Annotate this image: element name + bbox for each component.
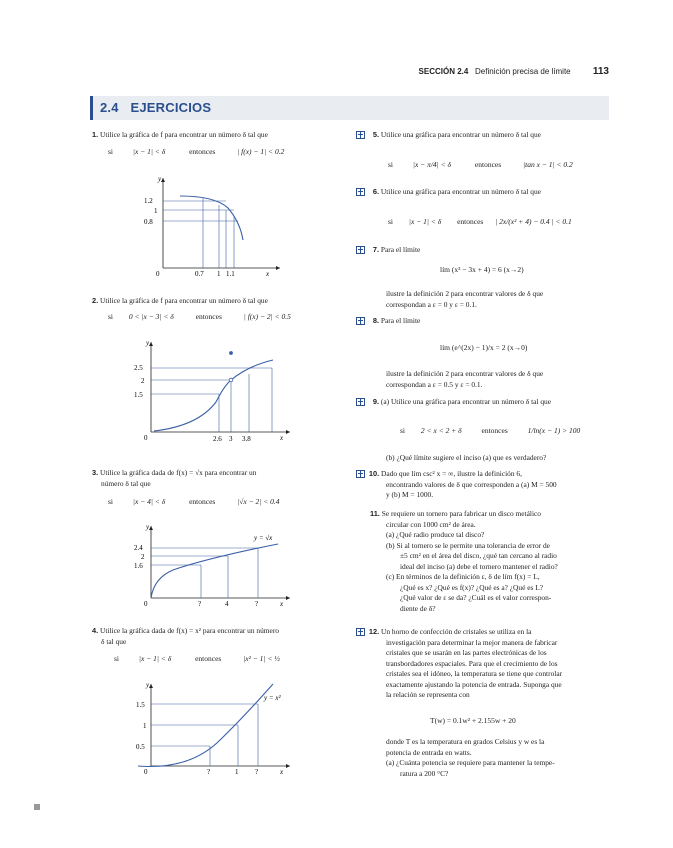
section-title: Definición precisa de límite <box>475 67 571 76</box>
exercise-text: Para el límite <box>380 245 421 254</box>
curve-label: y = √x <box>254 534 273 542</box>
origin-label: 0 <box>144 600 148 608</box>
page-number: 113 <box>592 66 609 77</box>
exercise-text: Utilice la gráfica dada de f(x) = x² para encontrar un número <box>100 626 279 635</box>
exercise-4-condition <box>114 654 280 663</box>
exercise-text: Para el límite <box>380 316 421 325</box>
calculator-icon <box>356 398 365 406</box>
desc-line: ilustre la definición 2 para encontrar valores de δ que <box>386 369 544 378</box>
y-label: y <box>146 681 150 689</box>
exercise-10 <box>356 469 618 501</box>
exercise-text: cristales sea el idóneo, la temperatura se tiene que controlar <box>386 669 563 678</box>
x-tick: 4 <box>225 600 229 608</box>
exercise-text: número δ tal que <box>101 478 151 488</box>
x-tick: 1.1 <box>226 270 235 278</box>
exercise-number: 8. <box>372 316 380 325</box>
y-tick: 2.5 <box>134 364 143 372</box>
exercise-9-b: (b) ¿Qué límite sugiere el inciso (a) que es verdadero? <box>386 453 547 462</box>
exercise-part: ratura a 200 °C? <box>400 768 449 778</box>
exercise-11 <box>370 509 620 614</box>
desc-line: ilustre la definición 2 para encontrar valores de δ que <box>386 289 544 298</box>
exercise-text: Utilice una gráfica para encontrar un número δ tal que <box>380 130 541 139</box>
desc-line: donde T es la temperatura en grados Celsius y w es la <box>386 737 545 746</box>
footer-marker <box>34 804 40 810</box>
exercise-text: Utilice la gráfica dada de f(x) = √x para encontrar un <box>100 468 257 477</box>
curve <box>180 196 243 240</box>
exercise-part: (b) Si al tornero se le permite una tolerancia de error de <box>386 540 550 550</box>
y-tick: 2 <box>141 377 145 385</box>
exercise-9 <box>356 397 618 408</box>
cond-delta: |x − 1| < δ <box>138 654 172 663</box>
y-tick: 2 <box>141 553 145 561</box>
exercise-part: ¿Qué es x? ¿Qué es f(x)? ¿Qué es a? ¿Qué es L? <box>400 582 544 592</box>
exercise-number: 2. <box>92 296 99 305</box>
exercise-number: 7. <box>372 245 380 254</box>
y-tick: 1.6 <box>134 562 143 570</box>
exercise-part: (a) ¿Qué radio produce tal disco? <box>386 530 485 539</box>
cond-entonces: entonces <box>474 160 502 169</box>
x-tick: ? <box>207 768 211 776</box>
title-text: EJERCICIOS <box>130 100 212 115</box>
exercise-3 <box>92 468 332 489</box>
exercise-part: ±5 cm² en el área del disco, ¿qué tan cercano al radio <box>400 551 557 560</box>
exercise-number: 5. <box>372 130 380 139</box>
y-label: y <box>146 523 150 531</box>
exercise-text: Un horno de confección de cristales se utiliza en la <box>381 627 532 636</box>
y-label: y <box>146 339 150 347</box>
desc-line: correspondan a ε = 0.5 y ε = 0.1. <box>386 379 483 389</box>
cond-epsilon: | 2x/(x² + 4) − 0.4 | < 0.1 <box>495 217 572 226</box>
cond-epsilon: | f(x) − 2| < 0.5 <box>243 312 291 321</box>
exercise-8-formula: lím (e^(2x) − 1)/x = 2 (x→0) <box>440 343 528 352</box>
exercise-3-condition <box>108 497 280 506</box>
exercise-12 <box>356 627 618 701</box>
y-tick: 1 <box>154 207 158 215</box>
exercise-text: la relación se representa con <box>386 690 470 699</box>
exercise-text: y (b) M = 1000. <box>386 490 434 499</box>
exercise-4-graph <box>118 678 298 778</box>
cond-epsilon: |tan x − 1| < 0.2 <box>523 160 573 169</box>
exercise-1-graph <box>130 172 290 280</box>
exercise-text: Utilice una gráfica para encontrar un número δ tal que <box>380 187 541 196</box>
x-tick: 0.7 <box>195 270 204 278</box>
cond-entonces: entonces <box>189 147 216 156</box>
exercise-2-graph <box>118 336 298 448</box>
x-tick: ? <box>198 600 202 608</box>
origin-label: 0 <box>144 768 148 776</box>
cond-delta: |x − π/4| < δ <box>412 160 452 169</box>
calculator-icon <box>356 317 365 325</box>
desc-line: potencia de entrada en watts. <box>386 747 472 757</box>
x-label: x <box>280 768 284 776</box>
cond-delta: 2 < x < 2 + δ <box>420 426 462 435</box>
cond-entonces: entonces <box>195 312 222 321</box>
exercise-number: 4. <box>92 626 99 635</box>
y-label: y <box>158 175 162 183</box>
cond-entonces: entonces <box>457 217 484 226</box>
exercise-7-formula: lím (x³ − 3x + 4) = 6 (x→2) <box>440 265 524 274</box>
exercise-5-condition <box>388 160 573 169</box>
y-tick: 0.8 <box>144 218 153 226</box>
exercise-1-condition <box>108 147 284 156</box>
x-label: x <box>280 434 284 442</box>
y-tick: 1 <box>143 722 147 730</box>
cond-epsilon: 1/ln(x − 1) > 100 <box>527 426 581 435</box>
running-header <box>419 66 609 77</box>
curve-label: y = x² <box>264 694 281 702</box>
exercise-6-condition <box>388 217 572 226</box>
x-tick: 1 <box>235 768 239 776</box>
cond-delta: |x − 1| < δ <box>132 147 166 156</box>
exercises-title <box>100 100 211 115</box>
exercise-12-formula: T(w) = 0.1w² + 2.155w + 20 <box>430 716 516 725</box>
calculator-icon <box>356 188 365 196</box>
exercise-6 <box>356 187 616 198</box>
exercise-8-desc <box>386 369 618 390</box>
exercise-number: 9. <box>372 397 380 406</box>
cond-epsilon: |√x − 2| < 0.4 <box>237 497 280 506</box>
cond-si: si <box>108 147 114 156</box>
exercise-number: 10. <box>368 469 380 478</box>
cond-delta: 0 < |x − 3| < δ <box>128 312 174 321</box>
exercise-part: ideal del inciso (a) debe el tornero mantener el radio? <box>400 561 558 571</box>
cond-si: si <box>388 160 394 169</box>
x-tick: 3 <box>229 435 233 443</box>
exercise-text: Utilice la gráfica de f para encontrar un número δ tal que <box>100 130 268 139</box>
calculator-icon <box>356 628 365 636</box>
x-tick: 3.8 <box>242 435 251 443</box>
x-label: x <box>266 270 270 278</box>
cond-si: si <box>114 654 120 663</box>
section-label: SECCIÓN 2.4 <box>418 67 469 76</box>
exercise-text: Utilice la gráfica de f para encontrar un número δ tal que <box>100 296 268 305</box>
y-tick: 1.2 <box>144 197 153 205</box>
exercise-text: cristales que se usarán en las partes electrónicas de los <box>386 648 547 657</box>
calculator-icon <box>356 131 365 139</box>
exercise-number: 6. <box>372 187 380 196</box>
exercise-12-desc <box>386 737 618 779</box>
cond-si: si <box>108 312 114 321</box>
origin-label: 0 <box>144 434 148 442</box>
y-tick: 2.4 <box>134 544 143 552</box>
exercise-text: investigación para determinar la mejor manera de fabricar <box>386 637 558 647</box>
exercise-text: encontrando valores de δ que corresponden a (a) M = 500 <box>386 479 557 489</box>
x-tick: ? <box>255 768 259 776</box>
exercise-text: Se requiere un tornero para fabricar un disco metálico <box>381 509 541 518</box>
exercise-5 <box>356 130 616 141</box>
y-tick: 0.5 <box>136 743 145 751</box>
exercise-text: δ tal que <box>101 636 127 646</box>
cond-si: si <box>388 217 394 226</box>
x-tick: 1 <box>217 270 221 278</box>
exercise-number: 3. <box>92 468 99 477</box>
exercise-8 <box>356 316 616 327</box>
exercise-7 <box>356 245 616 256</box>
exercise-part: diente de δ? <box>400 603 436 613</box>
exercise-2-condition <box>108 312 291 321</box>
exercise-text: (a) Utilice una gráfica para encontrar un número δ tal que <box>380 397 551 406</box>
exercise-1 <box>92 130 332 141</box>
y-tick: 1.5 <box>134 391 143 399</box>
cond-entonces: entonces <box>189 497 216 506</box>
exercise-9-condition <box>400 426 580 435</box>
exercise-3-graph <box>118 520 298 610</box>
cond-entonces: entonces <box>481 426 508 435</box>
exercise-text: exactamente ajustando la potencia de entrada. Suponga que <box>386 679 562 689</box>
y-tick: 1.5 <box>136 701 145 709</box>
cond-delta: |x − 4| < δ <box>132 497 166 506</box>
x-tick: 2.6 <box>213 435 222 443</box>
exercise-text: Dado que lím csc² x = ∞, ilustre la definición 6, <box>381 469 522 478</box>
cond-delta: |x − 1| < δ <box>408 217 442 226</box>
exercise-number: 12. <box>368 627 380 636</box>
origin-label: 0 <box>156 270 160 278</box>
cond-si: si <box>400 426 406 435</box>
title-number: 2.4 <box>100 100 119 115</box>
exercise-7-desc <box>386 289 618 310</box>
desc-line: correspondan a ε = 0 y ε = 0.1. <box>386 299 477 309</box>
exercise-text: circular con 1000 cm² de área. <box>386 519 476 529</box>
x-tick: ? <box>255 600 259 608</box>
exercise-text: transbordadores espaciales. Para que el crecimiento de los <box>386 658 558 668</box>
calculator-icon <box>356 470 365 478</box>
cond-si: si <box>108 497 114 506</box>
x-label: x <box>280 600 284 608</box>
cond-epsilon: | f(x) − 1| < 0.2 <box>237 147 285 156</box>
cond-entonces: entonces <box>195 654 222 663</box>
exercise-part: (c) En términos de la definición ε, δ de lím f(x) = L, <box>386 572 540 581</box>
exercise-4 <box>92 626 342 647</box>
exercise-2 <box>92 296 332 307</box>
cond-epsilon: |x² − 1| < ½ <box>243 654 280 663</box>
exercise-number: 11. <box>370 509 380 518</box>
exercise-number: 1. <box>92 130 99 139</box>
exercise-part: (a) ¿Cuánta potencia se requiere para mantener la tempe- <box>386 758 555 767</box>
exercise-part: ¿Qué valor de ε se da? ¿Cuál es el valor correspon- <box>400 593 552 602</box>
calculator-icon <box>356 246 365 254</box>
